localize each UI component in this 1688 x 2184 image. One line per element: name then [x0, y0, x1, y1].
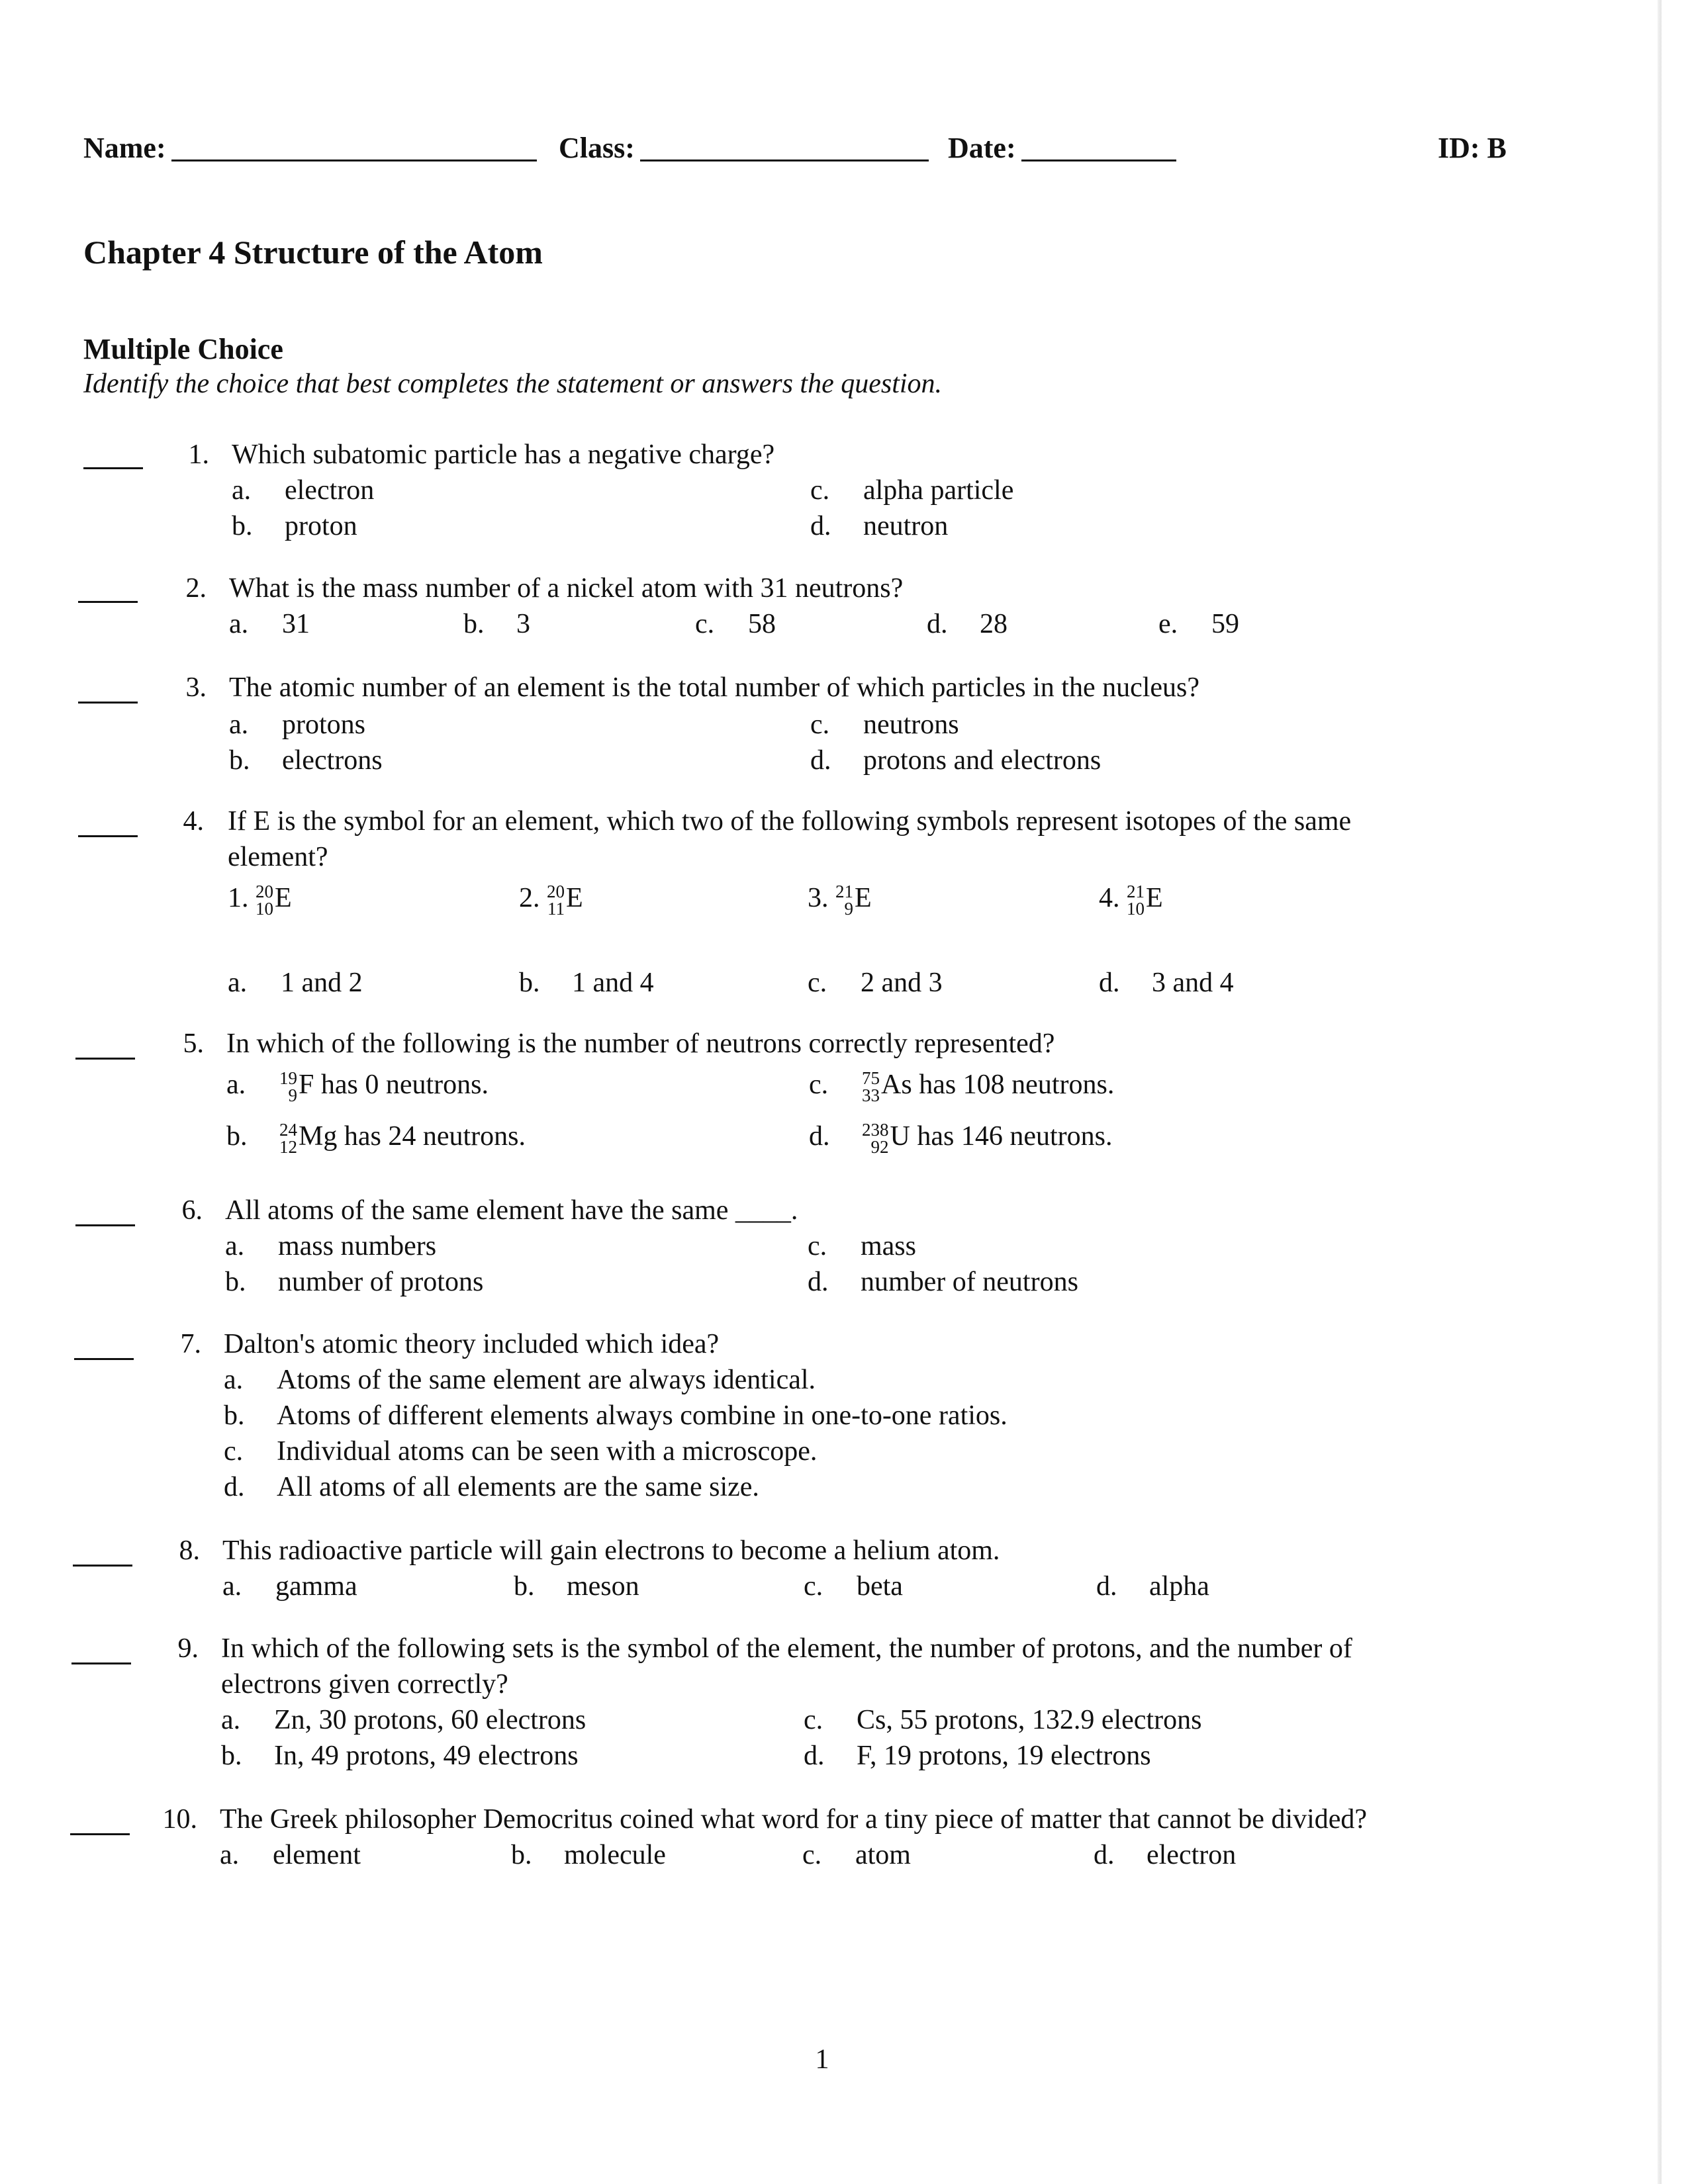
question-4: [0, 803, 1688, 1015]
name-line[interactable]: [171, 133, 537, 161]
name-label: Name:: [83, 132, 166, 164]
question-stem: What is the mass number of a nickel atom with 31 neutrons?: [229, 573, 904, 604]
option-e[interactable]: e. 59: [1158, 609, 1239, 639]
question-number: 7.: [180, 1329, 201, 1359]
question-5: [0, 1026, 1688, 1165]
option-d[interactable]: d. electron: [1094, 1840, 1237, 1870]
question-stem: The atomic number of an element is the total number of which particles in the nucleus?: [229, 672, 1200, 703]
isotope-symbol-4: 4. 21 10 E: [1099, 882, 1163, 919]
answer-blank[interactable]: [74, 1358, 134, 1360]
option-c[interactable]: c. mass: [808, 1231, 916, 1261]
option-c[interactable]: c. Cs, 55 protons, 132.9 electrons: [804, 1705, 1202, 1735]
option-c[interactable]: c. 58: [695, 609, 776, 639]
class-label: Class:: [559, 132, 635, 164]
class-field[interactable]: [559, 131, 929, 165]
question-number: 8.: [179, 1535, 200, 1566]
isotope-symbol-2: 2. 20 11 E: [519, 882, 583, 919]
question-stem: Dalton's atomic theory included which idea?: [224, 1329, 720, 1359]
question-6: [0, 1193, 1688, 1305]
answer-blank[interactable]: [83, 467, 143, 469]
option-d[interactable]: d. 238 92 U has 146 neutrons.: [809, 1120, 1113, 1158]
question-stem: All atoms of the same element have the same ____.: [225, 1195, 798, 1226]
question-stem-line-2: element?: [228, 842, 328, 872]
option-a[interactable]: a. element: [220, 1840, 361, 1870]
question-stem: This radioactive particle will gain electrons to become a helium atom.: [222, 1535, 1000, 1566]
question-3: [0, 670, 1688, 782]
isotope-symbol-1: 1. 20 10 E: [228, 882, 292, 919]
option-a[interactable]: a. 19 9 F has 0 neutrons.: [226, 1068, 489, 1106]
option-b[interactable]: b. 1 and 4: [519, 968, 654, 998]
answer-blank[interactable]: [75, 1058, 135, 1060]
option-d[interactable]: d. alpha: [1096, 1571, 1209, 1602]
option-b[interactable]: b. 24 12 Mg has 24 neutrons.: [226, 1120, 526, 1158]
answer-blank[interactable]: [70, 1833, 130, 1835]
page-title: Chapter 4 Structure of the Atom: [83, 234, 543, 271]
option-a[interactable]: a. Atoms of the same element are always identical.: [224, 1365, 816, 1395]
name-field[interactable]: [83, 131, 537, 165]
answer-blank[interactable]: [78, 601, 138, 603]
question-10: [0, 1801, 1688, 1874]
question-7: [0, 1326, 1688, 1512]
option-d[interactable]: d. 28: [927, 609, 1008, 639]
option-d[interactable]: d. number of neutrons: [808, 1267, 1078, 1297]
question-number: 9.: [177, 1633, 199, 1664]
question-number: 3.: [185, 672, 207, 703]
question-stem-line-2: electrons given correctly?: [221, 1669, 508, 1700]
option-b[interactable]: b. proton: [232, 511, 357, 541]
nuclide-notation: 24 12: [279, 1120, 297, 1158]
question-stem: The Greek philosopher Democritus coined what word for a tiny piece of matter that cannot be divided?: [220, 1804, 1368, 1835]
question-stem-line-1: In which of the following sets is the symbol of the element, the number of protons, and the number of: [221, 1633, 1352, 1664]
option-c[interactable]: c. alpha particle: [810, 475, 1014, 506]
section-heading: Multiple Choice: [83, 333, 283, 365]
id-label: ID: B: [1438, 132, 1507, 164]
option-d[interactable]: d. neutron: [810, 511, 949, 541]
option-d[interactable]: d. All atoms of all elements are the same size.: [224, 1472, 759, 1502]
question-number: 4.: [183, 806, 204, 837]
option-b[interactable]: b. 3: [463, 609, 530, 639]
option-b[interactable]: b. molecule: [511, 1840, 666, 1870]
option-a[interactable]: a. 1 and 2: [228, 968, 363, 998]
option-d[interactable]: d. F, 19 protons, 19 electrons: [804, 1741, 1151, 1771]
option-c[interactable]: c. 2 and 3: [808, 968, 943, 998]
option-a[interactable]: a. mass numbers: [225, 1231, 437, 1261]
answer-blank[interactable]: [78, 835, 138, 837]
question-number: 1.: [188, 439, 209, 470]
option-c[interactable]: c. atom: [802, 1840, 911, 1870]
question-2: [0, 570, 1688, 643]
answer-blank[interactable]: [78, 702, 138, 704]
option-c[interactable]: c. beta: [804, 1571, 903, 1602]
question-1: [0, 437, 1688, 541]
option-c[interactable]: c. neutrons: [810, 709, 959, 740]
date-field[interactable]: [948, 131, 1176, 165]
question-stem-line-1: If E is the symbol for an element, which two of the following symbols represent isotopes of the same: [228, 806, 1352, 837]
answer-blank[interactable]: [71, 1662, 131, 1664]
question-9: [0, 1631, 1688, 1776]
option-b[interactable]: b. electrons: [229, 745, 383, 776]
option-a[interactable]: a. Zn, 30 protons, 60 electrons: [221, 1705, 586, 1735]
answer-blank[interactable]: [73, 1565, 132, 1567]
option-d[interactable]: d. 3 and 4: [1099, 968, 1234, 998]
option-a[interactable]: a. 31: [229, 609, 310, 639]
question-number: 5.: [183, 1028, 204, 1059]
option-c[interactable]: c. Individual atoms can be seen with a microscope.: [224, 1436, 818, 1467]
isotope-symbol-3: 3. 21 9 E: [808, 882, 872, 919]
header: [83, 131, 1605, 184]
section-instructions: Identify the choice that best completes the statement or answers the question.: [83, 369, 943, 399]
option-a[interactable]: a. electron: [232, 475, 375, 506]
question-stem: Which subatomic particle has a negative charge?: [232, 439, 775, 470]
page-number: 1: [815, 2044, 829, 2075]
question-stem: In which of the following is the number of neutrons correctly represented?: [226, 1028, 1055, 1059]
question-number: 2.: [185, 573, 207, 604]
date-line[interactable]: [1021, 133, 1176, 161]
option-a[interactable]: a. gamma: [222, 1571, 357, 1602]
option-a[interactable]: a. protons: [229, 709, 365, 740]
option-b[interactable]: b. number of protons: [225, 1267, 484, 1297]
option-d[interactable]: d. protons and electrons: [810, 745, 1102, 776]
option-b[interactable]: b. Atoms of different elements always combine in one-to-one ratios.: [224, 1400, 1008, 1431]
question-8: [0, 1533, 1688, 1606]
question-number: 6.: [181, 1195, 203, 1226]
option-c[interactable]: c. 75 33 As has 108 neutrons.: [809, 1068, 1115, 1106]
date-label: Date:: [948, 132, 1016, 164]
option-b[interactable]: b. In, 49 protons, 49 electrons: [221, 1741, 579, 1771]
nuclide-notation: 238 92: [862, 1120, 889, 1158]
class-line[interactable]: [640, 133, 929, 161]
nuclide-notation: 75 33: [862, 1068, 880, 1106]
answer-blank[interactable]: [75, 1224, 135, 1226]
question-number: 10.: [162, 1804, 197, 1835]
option-b[interactable]: b. meson: [514, 1571, 639, 1602]
nuclide-notation: 19 9: [279, 1068, 297, 1106]
